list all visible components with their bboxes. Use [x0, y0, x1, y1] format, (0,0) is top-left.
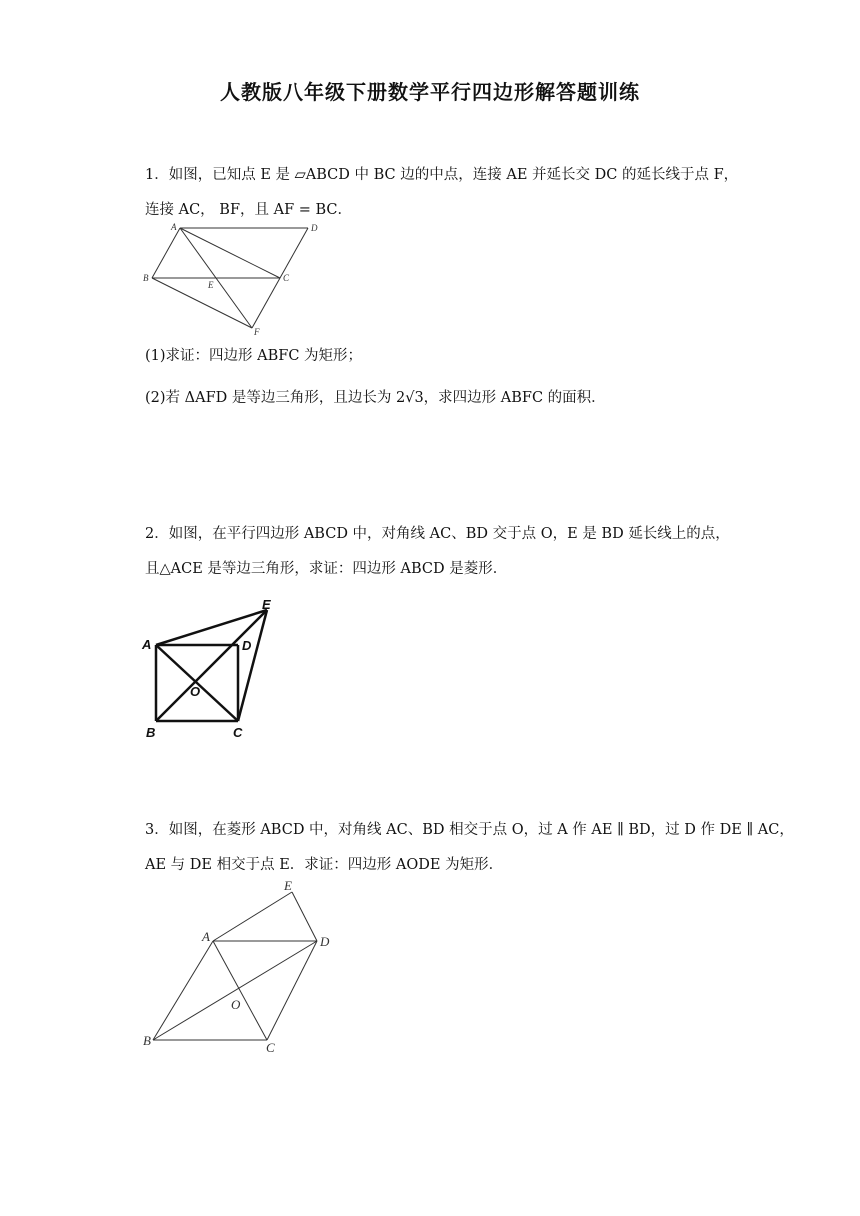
label-D: D: [242, 638, 252, 653]
label-E: E: [208, 280, 214, 290]
label-D: D: [311, 223, 318, 233]
label-C: C: [283, 273, 290, 283]
label-C: C: [233, 725, 243, 740]
label-A: A: [171, 222, 177, 232]
label-A: A: [142, 637, 152, 652]
page-title: 人教版八年级下册数学平行四边形解答题训练: [220, 80, 640, 104]
label-B: B: [146, 725, 156, 740]
problem-1-figure: [140, 218, 330, 342]
label-O: O: [190, 684, 201, 699]
problem-3-text-line-1: 3．如图，在菱形 ABCD 中，对角线 AC、BD 相交于点 O，过 A 作 AE ∥ BD，过 D 作 DE ∥ AC，: [145, 822, 794, 838]
problem-3-text-line-2: AE 与 DE 相交于点 E．求证：四边形 AODE 为矩形．: [145, 857, 504, 873]
problem-2-text-line-1: 2．如图，在平行四边形 ABCD 中，对角线 AC、BD 交于点 O，E 是 BD 延长线上的点，: [145, 526, 730, 542]
problem-1-part-2: (2)若 ΔAFD 是等边三角形，且边长为 2√3，求四边形 ABFC 的面积．: [145, 390, 606, 406]
problem-2-figure: [140, 595, 290, 749]
problem-1-text-line-1: 1．如图，已知点 E 是 ▱ABCD 中 BC 边的中点，连接 AE 并延长交 DC 的延长线于点 F，: [145, 167, 739, 183]
label-B: B: [143, 1033, 151, 1048]
problem-1-text-line-2: 连接 AC， BF，且 AF = BC．: [145, 202, 353, 218]
label-F: F: [254, 327, 260, 337]
label-C: C: [266, 1040, 275, 1055]
label-O: O: [231, 997, 241, 1012]
label-E: E: [284, 878, 292, 893]
label-A: A: [202, 929, 210, 944]
problem-3-figure: [140, 875, 350, 1059]
problem-2-text-line-2: 且△ACE 是等边三角形，求证：四边形 ABCD 是菱形．: [145, 561, 508, 577]
problem-1-part-1: (1)求证：四边形 ABFC 为矩形；: [145, 348, 363, 364]
label-E: E: [262, 597, 271, 612]
label-D: D: [320, 934, 330, 949]
label-B: B: [143, 273, 149, 283]
